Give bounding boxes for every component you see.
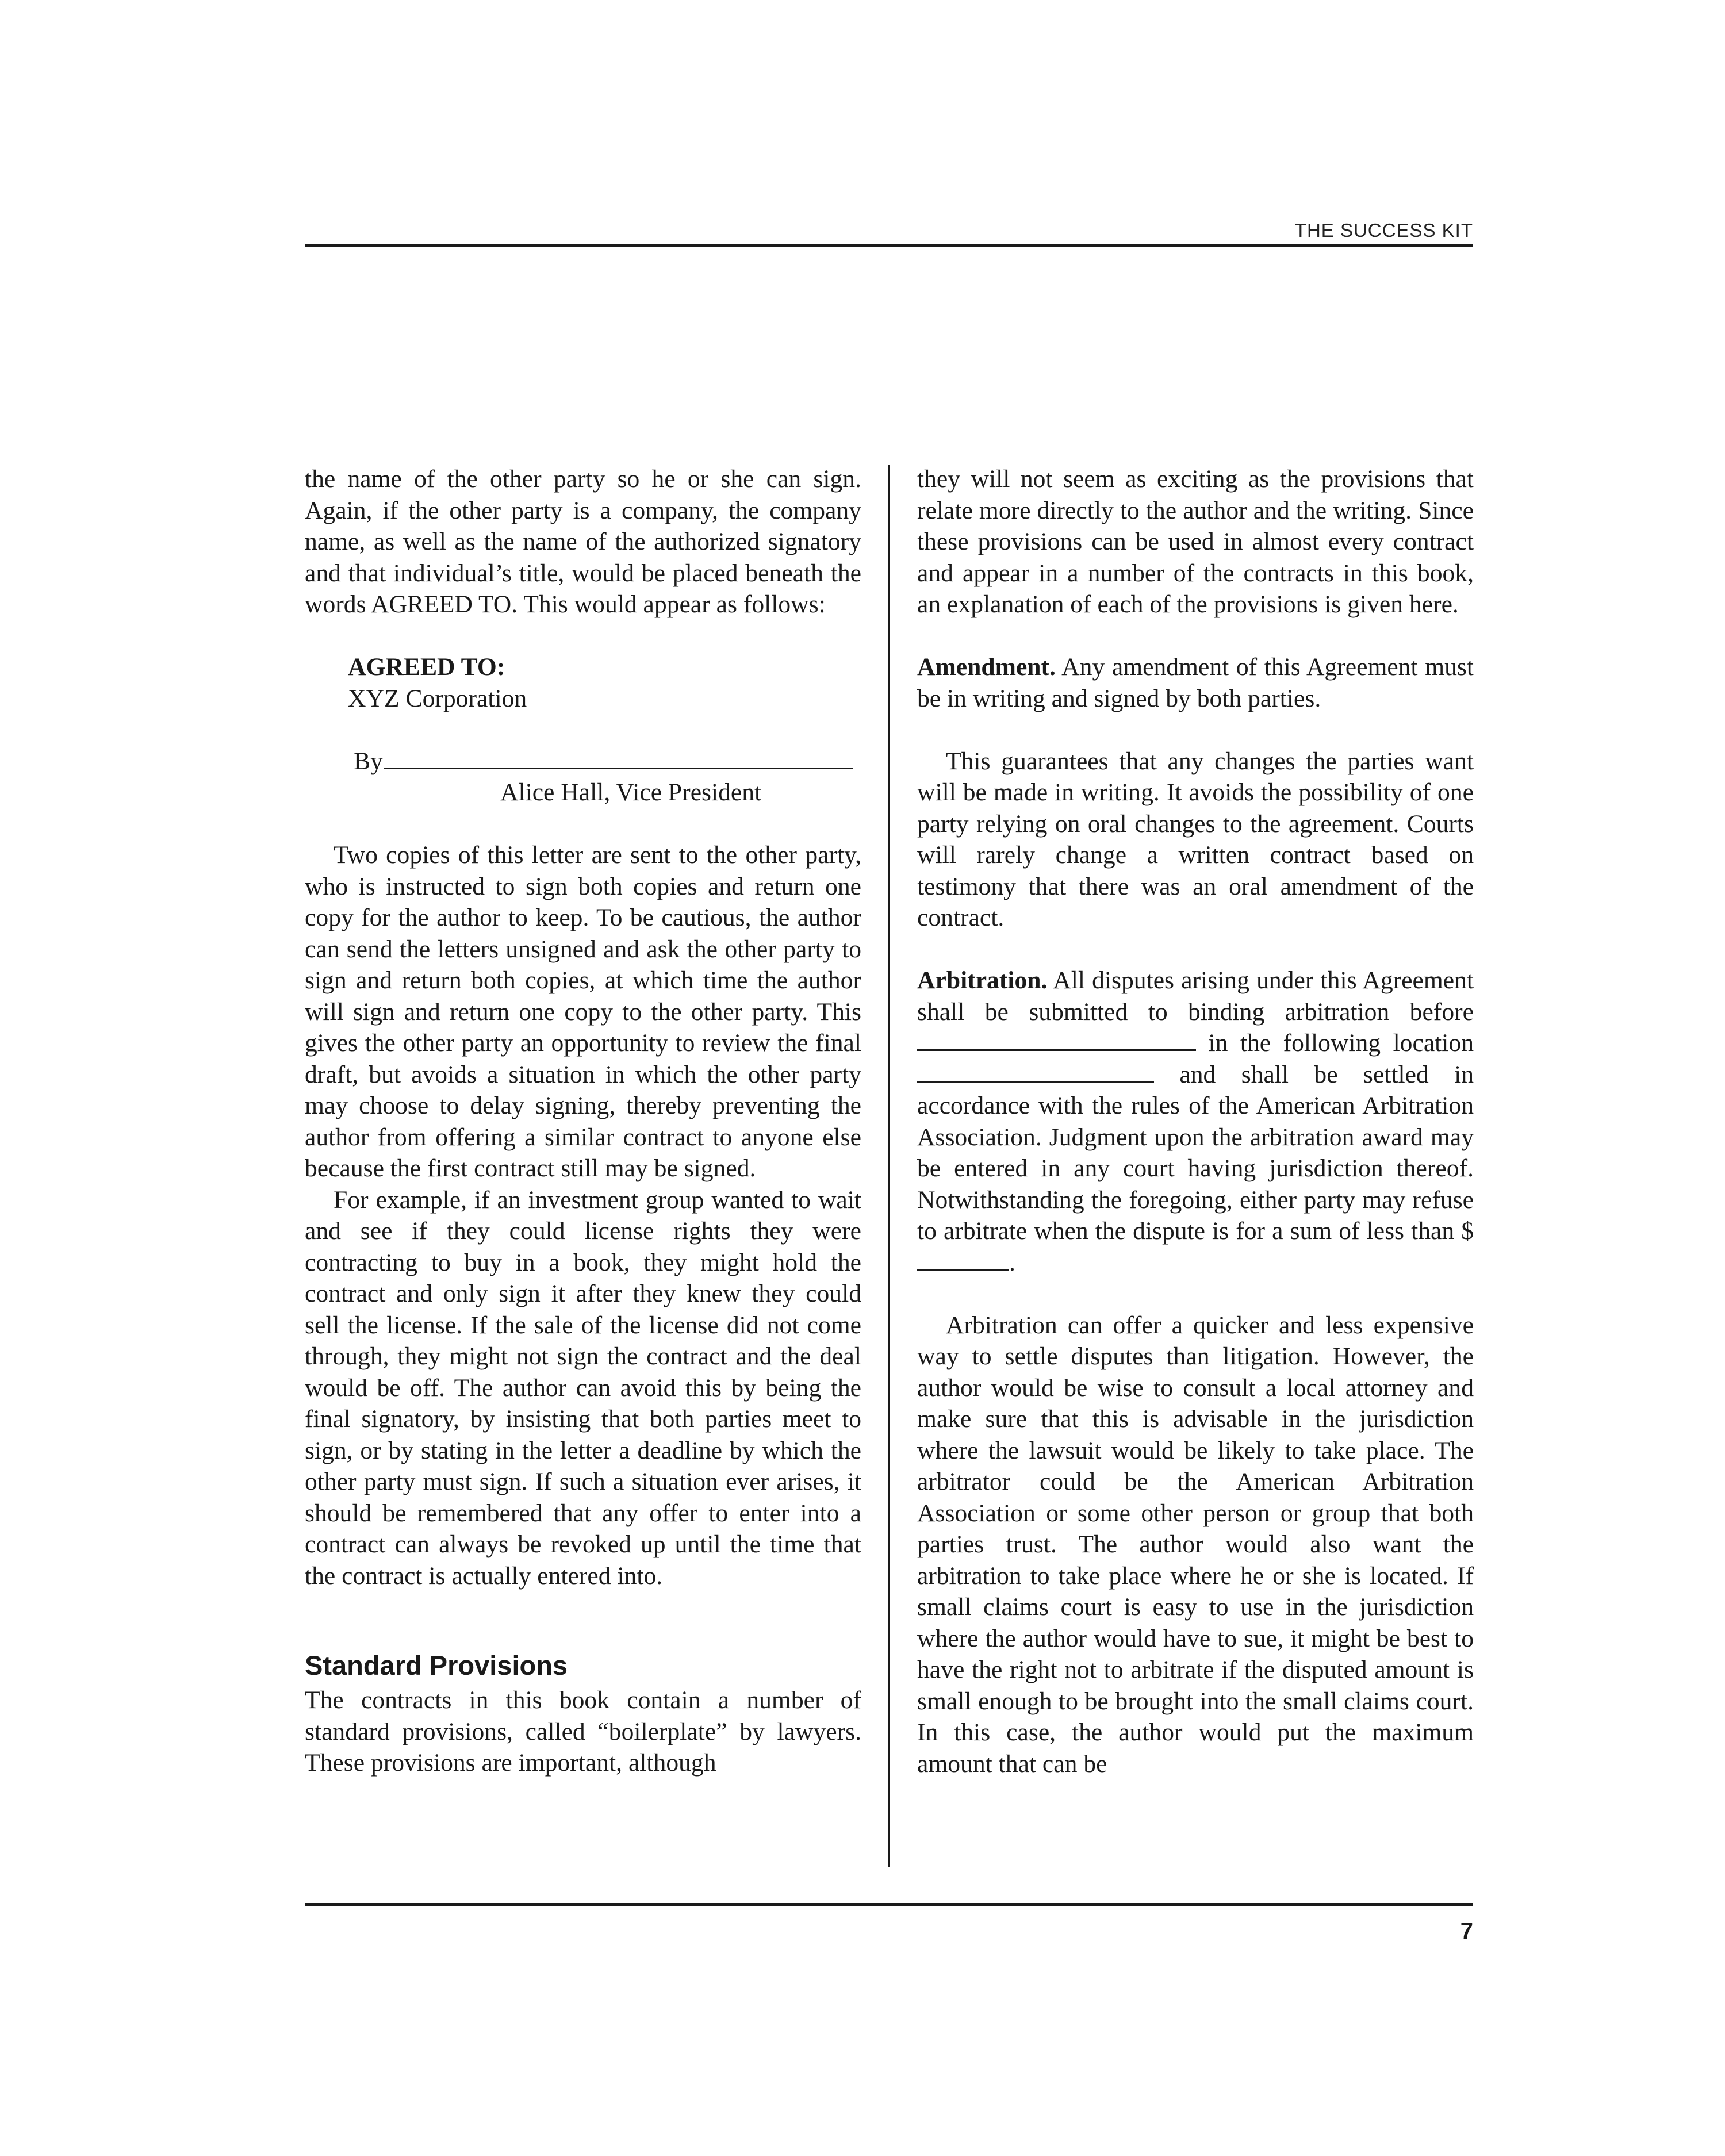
right-paragraph-1: they will not seem as exciting as the provisions that relate more directly to the author and the writing. Since these provisions can be used in almost every contract and appear in a number of the contracts in this book, an explanation of each of the provisions is given here. <box>917 465 1474 618</box>
left-column <box>305 463 861 1779</box>
company-name: XYZ Corporation <box>348 684 527 712</box>
arbitration-text-2: in the following location <box>1196 1029 1474 1057</box>
signer-name: Alice Hall, Vice President <box>500 778 762 806</box>
signature-line <box>305 746 861 777</box>
arbitration-text-3: and shall be settled in accordance with the rules of the American Arbitration Association. Judgment upon the arbitration award may be entered in any court having jurisdiction thereof. Notwithstanding the foregoing, either party may refuse to arbitrate when the dispute is for a sum of less than $ <box>917 1060 1474 1245</box>
header-rule <box>305 244 1473 247</box>
right-paragraph-3: Arbitration can offer a quicker and less expensive way to settle disputes than litigation. However, the author would be wise to consult a local attorney and make sure that this is advisable in the jurisdiction where the lawsuit would be likely to take place. The arbitrator could be the American Arbitration Association or some other person or group that both parties trust. The author would also want the arbitration to take place where he or she is located. If small claims court is easy to use in the jurisdiction where the author would have to sue, it might be best to have the right not to arbitrate if the disputed amount is small enough to be brought into the small claims court. In this case, the author would put the maximum amount that can be <box>917 1311 1474 1778</box>
amendment-term: Amendment. <box>917 653 1056 681</box>
left-paragraph-2: Two copies of this letter are sent to the other party, who is instructed to sign both copies and return one copy for the author to keep. To be cautious, the author can send the letters unsigned and ask the other party to sign and return both copies, at which time the author will sign and return one copy to the other party. This gives the other party an opportunity to review the final draft, but avoids a situation in which the other party may choose to delay signing, thereby preventing the author from offering a similar contract to anyone else because the first contract still may be signed. <box>305 841 861 1182</box>
arbitration-text-1: All disputes arising under this Agreement shall be submitted to binding arbitration before <box>917 966 1474 1026</box>
signature-block <box>305 651 861 714</box>
arbitration-term: Arbitration. <box>917 966 1048 994</box>
arbitrator-blank <box>917 1029 1196 1051</box>
footer-rule <box>305 1903 1473 1906</box>
right-paragraph-2: This guarantees that any changes the parties want will be made in writing. It avoids the possibility of one party relying on oral changes to the agreement. Courts will rarely change a written contract based on testimony that there was an oral amendment of the contract. <box>917 747 1474 931</box>
by-label: By <box>354 747 383 775</box>
arbitration-clause <box>917 965 1474 1278</box>
right-column <box>917 463 1474 1779</box>
signature-rule <box>384 746 853 769</box>
left-paragraph-4: The contracts in this book contain a number of standard provisions, called “boilerplate” by lawyers. These provisions are important, although <box>305 1686 861 1777</box>
agreed-to-label: AGREED TO: <box>348 653 505 681</box>
left-paragraph-3: For example, if an investment group wanted to wait and see if they could license rights they were contracting to buy in a book, they might hold the contract and only sign it after they knew they could sell the license. If the sale of the license did not come through, they might not sign the contract and the deal would be off. The author can avoid this by being the final signatory, by insisting that both parties meet to sign, or by stating in the letter a deadline by which the other party must sign. If such a situation ever arises, it should be remembered that any offer to enter into a contract can always be revoked up until the time that the contract is actually entered into. <box>305 1186 861 1590</box>
running-header: THE SUCCESS KIT <box>1294 220 1473 241</box>
location-blank <box>917 1060 1154 1083</box>
amount-blank <box>917 1248 1009 1271</box>
left-paragraph-1: the name of the other party so he or she can sign. Again, if the other party is a company, the company name, as well as the name of the authorized signatory and that individual’s title, would be placed beneath the words AGREED TO. This would appear as follows: <box>305 465 861 618</box>
amendment-text: Any amendment of this Agreement must be in writing and signed by both parties. <box>917 653 1474 712</box>
section-heading: Standard Provisions <box>305 1650 568 1681</box>
column-divider <box>888 465 890 1867</box>
page-number: 7 <box>1460 1919 1473 1944</box>
amendment-clause <box>917 651 1474 714</box>
arbitration-text-4: . <box>1009 1248 1015 1276</box>
